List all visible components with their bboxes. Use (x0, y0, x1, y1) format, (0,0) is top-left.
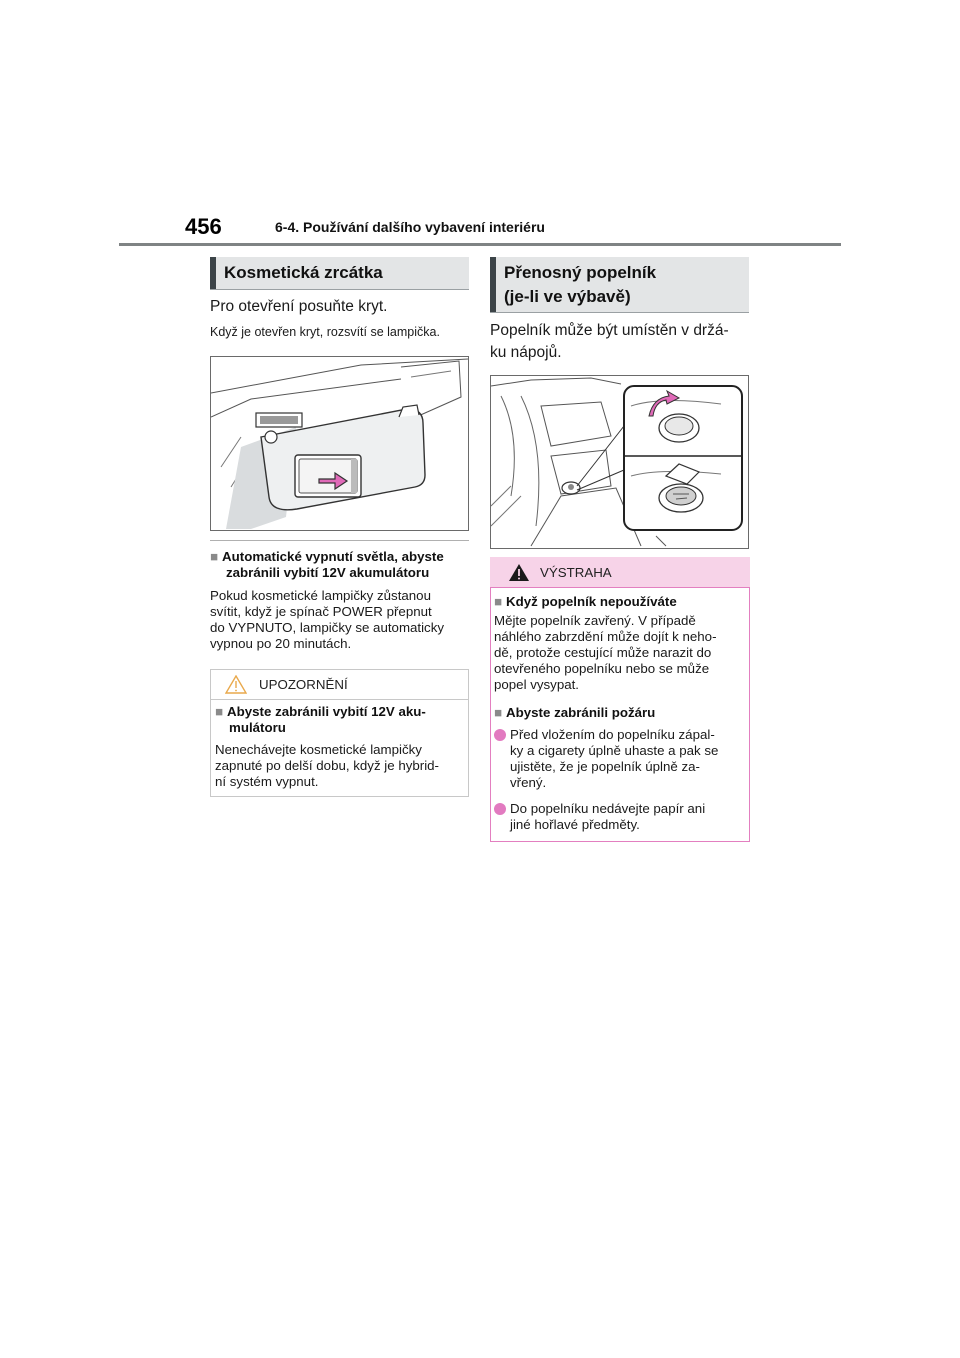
caution-heading-line1: Abyste zabránili vybití 12V aku- (227, 704, 426, 719)
caution-header (210, 669, 469, 700)
auto-off-body-line: vypnou po 20 minutách. (210, 636, 352, 651)
caution-triangle-icon (225, 675, 247, 694)
square-bullet-icon: ■ (210, 549, 219, 564)
right-intro-text (490, 320, 729, 364)
fire-bullet-1-line: Před vložením do popelníku zápal- (510, 727, 715, 742)
fire-bullet-2-line: Do popelníku nedávejte papír ani (510, 801, 706, 816)
right-title-rule (490, 312, 749, 313)
auto-off-heading-line2: zabránili vybití 12V akumulátoru (226, 565, 430, 580)
pink-dot-bullet-icon (494, 803, 506, 815)
warning-label: VÝSTRAHA (540, 565, 612, 580)
fire-bullet-1 (494, 727, 718, 791)
square-bullet-icon: ■ (215, 704, 224, 719)
left-section-title: Kosmetická zrcátka (210, 257, 469, 289)
caution-body-line: Nenechávejte kosmetické lampičky (215, 742, 422, 757)
auto-off-body-line: Pokud kosmetické lampičky zůstanou (210, 588, 431, 603)
fire-bullet-2 (494, 801, 705, 833)
fire-bullet-2-line: jiné hořlavé předměty. (510, 817, 640, 832)
warning-body1-line: náhlého zabrzdění může dojít k neho- (494, 629, 717, 644)
page-number: 456 (185, 214, 222, 239)
warning-header (490, 557, 750, 588)
auto-off-body (210, 588, 444, 652)
right-section-title (490, 257, 749, 312)
ashtray-figure (490, 375, 749, 549)
warning-heading-unused (494, 594, 677, 610)
vanity-mirror-illustration (211, 357, 468, 530)
auto-off-heading-line1: Automatické vypnutí světla, abyste (222, 549, 444, 564)
vanity-mirror-figure (210, 356, 469, 531)
warning-body1 (494, 613, 717, 693)
header-rule (119, 243, 841, 246)
caution-body (215, 742, 439, 790)
right-title-line2: (je-li ve výbavě) (504, 287, 631, 306)
auto-off-body-line: svítit, když je spínač POWER přepnut (210, 604, 432, 619)
warning-heading1-text: Když popelník nepoužíváte (506, 594, 677, 609)
caution-body-line: ní systém vypnut. (215, 774, 319, 789)
square-bullet-icon: ■ (494, 705, 503, 720)
square-bullet-icon: ■ (494, 594, 503, 609)
right-title-line1: Přenosný popelník (504, 263, 657, 282)
fire-bullet-1-line: ujistěte, že je popelník úplně za- (510, 759, 700, 774)
right-intro-line2: ku nápojů. (490, 344, 562, 361)
fire-bullet-1-line: ky a cigarety úplně uhaste a pak se (510, 743, 719, 758)
auto-off-body-line: do VYPNUTO, lampičky se automaticky (210, 620, 445, 635)
left-intro-text: Pro otevření posuňte kryt. (210, 298, 388, 315)
warning-body1-line: otevřeného popelníku nebo se může (494, 661, 710, 676)
left-note-text: Když je otevřen kryt, rozsvítí se lampička. (210, 325, 440, 339)
left-title-rule (210, 289, 469, 290)
right-intro-line1: Popelník může být umístěn v držá- (490, 322, 729, 339)
auto-off-heading (210, 549, 444, 581)
caution-body-line: zapnuté po delší dobu, když je hybrid- (215, 758, 439, 773)
ashtray-illustration (491, 376, 748, 548)
pink-dot-bullet-icon (494, 729, 506, 741)
warning-body1-line: Mějte popelník zavřený. V případě (494, 613, 696, 628)
left-mid-rule (210, 540, 469, 541)
caution-label: UPOZORNĚNÍ (259, 677, 348, 692)
caution-heading (215, 704, 426, 736)
section-header: 6-4. Používání dalšího vybavení interiéru (275, 219, 545, 235)
warning-body1-line: dě, protože cestující může narazit do (494, 645, 712, 660)
fire-bullet-1-line: vřený. (510, 775, 547, 790)
warning-heading2-text: Abyste zabránili požáru (506, 705, 656, 720)
warning-heading-fire (494, 705, 655, 721)
warning-triangle-icon (508, 563, 530, 582)
warning-body1-line: popel vysypat. (494, 677, 580, 692)
caution-heading-line2: mulátoru (229, 720, 286, 735)
